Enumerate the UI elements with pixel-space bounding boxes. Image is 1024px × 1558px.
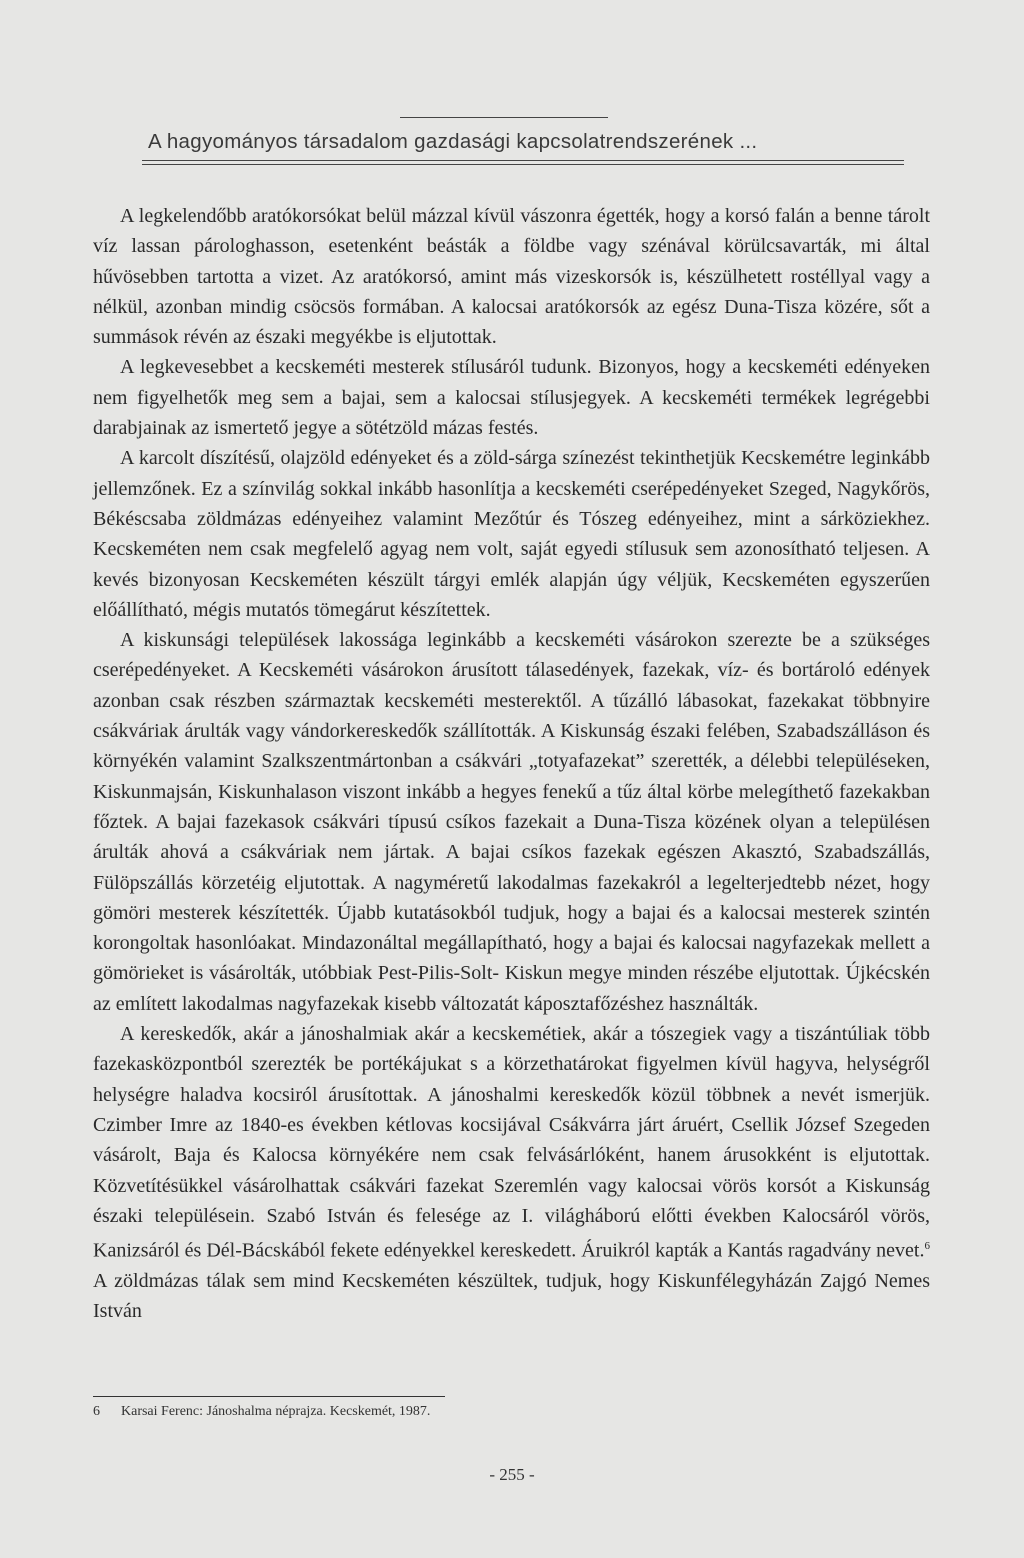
page-number: - 255 - — [489, 1465, 535, 1484]
paragraph: A karcolt díszítésű, olajzöld edényeket és a zöld-sárga színezést tekinthetjük Kecskemétre leginkább jellemzőnek. Ez a színvilág sokkal inkább hasonlítja a kecskeméti cserépedényeket Szeged, Nagykőrös, Békéscsaba zöldmázas edényeihez valamint Mezőtúr és Tószeg edényeihez, mint a sárköziekhez. Kecskeméten nem csak megfelelő agyag nem volt, saját egyedi stílusuk sem azonosítható teljesen. A kevés bizonyosan Kecskeméten készült tárgyi emlék alapján úgy véljük, Kecskeméten egyszerűen előállítható, mégis mutatós tömegárut készítettek. — [93, 447, 930, 621]
paragraph-text: A kereskedők, akár a jánoshalmiak akár a kecskemétiek, akár a tószegiek vagy a tiszántúliak több fazekasközpontból szerezték be portékájukat s a körzethatárokat figyelmen kívül hagyva, helységről helységre haladva kocsiról árusítottak. A jánoshalmi kereskedők közül többnek a nevét ismerjük. Czimber Imre az 1840-es években kétlovas kocsijával Csákvárra járt áruért, Csellik József Szegeden vásárolt, Baja és Kalocsa környékére nem csak felvásárlóként, hanem árusokként is eljutottak. Közvetítésükkel vásárolhattak csákvári fazekat Szeremlén vagy kalocsai vörös korsót a Kiskunság északi településein. Szabó István és felesége az I. világháború előtti években Kalocsáról vörös, Kanizsáról és Dél-Bácskából fekete edényekkel kereskedett. Áruikról kapták a Kantás ragadvány nevet. — [93, 1023, 930, 1262]
paragraph: A legkelendőbb aratókorsókat belül mázzal kívül vászonra égették, hogy a korsó falán a benne tárolt víz lassan párologhasson, esetenként beásták a földbe vagy szénával körülcsavarták, mi által hűvösebben tartotta a vizet. Az aratókorsó, amint más vizeskorsók is, készülhetett rostéllyal vagy a nélkül, azonban mindig csöcsös formában. A kalocsai aratókorsók az egész Duna-Tisza közére, sőt a summások révén az északi megyékbe is eljutottak. — [93, 205, 930, 349]
paragraph-text: A zöldmázas tálak sem mind Kecskeméten készültek, tudjuk, hogy Kiskunfélegyházán Zajgó Nemes István — [93, 1270, 930, 1323]
footnote — [93, 1404, 793, 1420]
footnote-number: 6 — [93, 1404, 100, 1419]
paragraph: A kiskunsági települések lakossága leginkább a kecskeméti vásárokon szerezte be a szükséges cserépedényeket. A Kecskeméti vásárokon árusított tálasedények, fazekak, víz- és bortároló edények azonban csak részben származtak kecskeméti mesterektől. A tűzálló lábasokat, fazekakat többnyire csákváriak árulták vagy vándorkereskedők szállították. A Kiskunság északi felében, Szabadszálláson és környékén valamint Szalkszentmártonban a csákvári „totyafazekat” szerették, a délebbi településeken, Kiskunmajsán, Kiskunhalason viszont inkább a hegyes fenekű a tűz által körbe melegíthető fazekakban főztek. A bajai fazekasok csákvári típusú csíkos fazekait a Duna-Tisza közének olyan a településen árulták ahová a csákváriak nem jártak. A bajai csíkos fazekak egészen Akasztó, Szabadszállás, Fülöpszállás körzetéig eljutottak. A nagyméretű lakodalmas fazekakról a legelterjedtebb nézet, hogy gömöri mesterek készítették. Újabb kutatásokból tudjuk, hogy a bajai és a kalocsai mesterek szintén korongoltak hasonlóakat. Mindazonáltal megállapítható, hogy a bajai és kalocsai nagyfazekak mellett a gömörieket is vásárolták, utóbbiak Pest-Pilis-Solt- Kiskun megye minden részébe eljutottak. Újkécskén az említett lakodalmas nagyfazekak kisebb változatát káposztafőzéshez használták. — [93, 629, 930, 1015]
top-rule — [400, 117, 608, 118]
running-header: A hagyományos társadalom gazdasági kapcsolatrendszerének ... — [148, 130, 758, 153]
body-text — [93, 201, 930, 1327]
paragraph: A legkevesebbet a kecskeméti mesterek stílusáról tudunk. Bizonyos, hogy a kecskeméti edényeken nem figyelhetők meg sem a bajai, sem a kalocsai stílusjegyek. A kecskeméti termékek legrégebbi darabjainak az ismertető jegye a sötétzöld mázas festés. — [93, 356, 930, 440]
footnote-text: Karsai Ferenc: Jánoshalma néprajza. Kecskemét, 1987. — [121, 1404, 431, 1419]
paragraph — [93, 1019, 930, 1327]
footnote-reference[interactable]: 6 — [924, 1240, 930, 1253]
footnote-rule — [93, 1396, 445, 1397]
header-double-rule — [142, 160, 904, 165]
